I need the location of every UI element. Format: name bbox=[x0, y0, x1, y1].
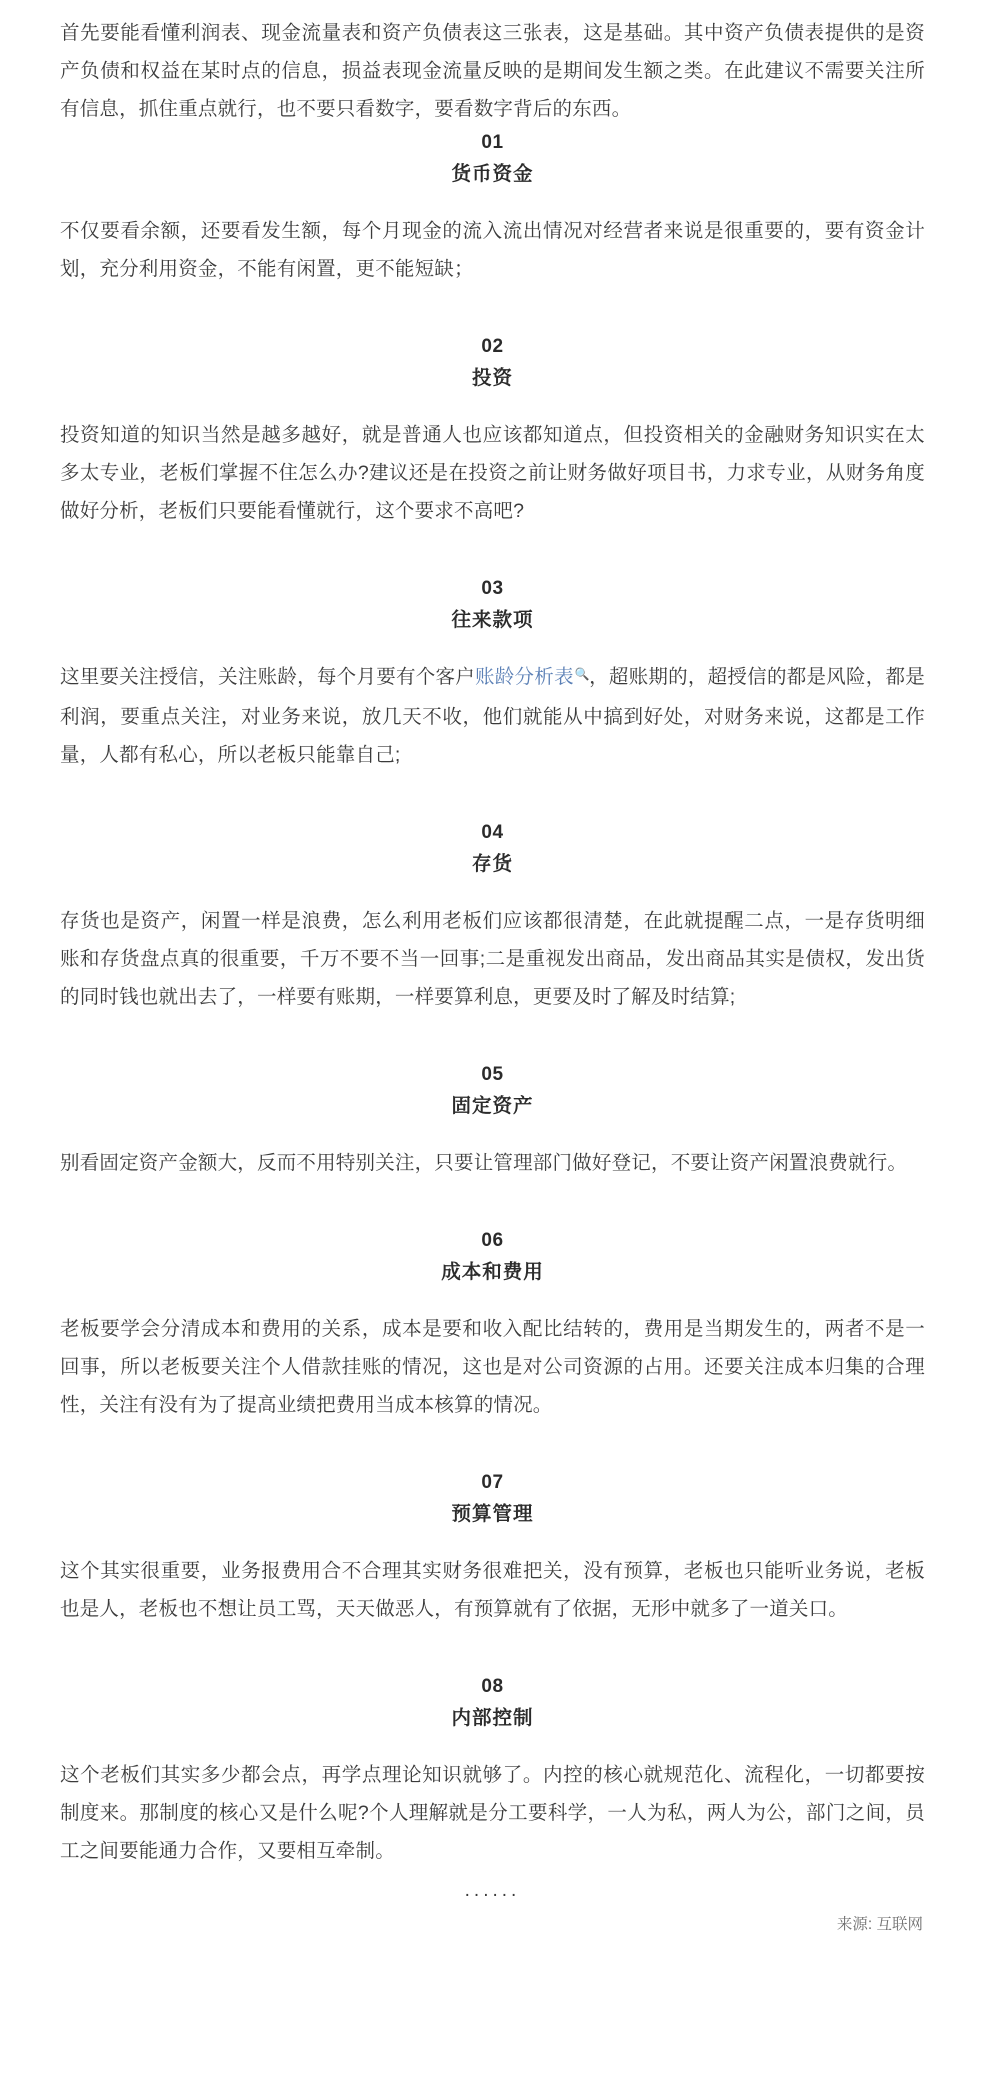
section-title: 货币资金 bbox=[451, 163, 534, 185]
section-title: 预算管理 bbox=[451, 1503, 534, 1525]
section-07 bbox=[60, 1468, 925, 1628]
section-08 bbox=[60, 1672, 925, 1870]
section-heading bbox=[60, 1226, 925, 1288]
link-label: 账龄分析表 bbox=[475, 666, 574, 688]
section-04 bbox=[60, 818, 925, 1016]
section-body: 不仅要看余额，还要看发生额，每个月现金的流入流出情况对经营者来说是很重要的，要有资金计划，充分利用资金，不能有闲置，更不能短缺； bbox=[60, 220, 925, 280]
section-title: 成本和费用 bbox=[441, 1261, 544, 1283]
section-number: 07 bbox=[481, 1472, 504, 1493]
section-heading bbox=[60, 1672, 925, 1734]
section-body: 这个老板们其实多少都会点，再学点理论知识就够了。内控的核心就规范化、流程化，一切都要按制度来。那制度的核心又是什么呢?个人理解就是分工要科学，一人为私，两人为公，部门之间，员工之间要能通力合作，又要相互牵制。 bbox=[60, 1764, 925, 1862]
section-number: 06 bbox=[481, 1230, 504, 1251]
body-text-before-link: 这里要关注授信，关注账龄，每个月要有个客户 bbox=[60, 666, 476, 688]
source-attribution: 来源: 互联网 bbox=[836, 1916, 923, 1933]
body-text-after-link: ，超账期的，超授信的都是风险，都是利润，要重点关注，对业务来说，放几天不收，他们就能从中搞到好处，对财务来说，这都是工作量，人都有私心，所以老板只能靠自己; bbox=[60, 666, 925, 766]
section-title: 投资 bbox=[471, 367, 513, 389]
section-title: 固定资产 bbox=[451, 1095, 534, 1117]
section-body: 别看固定资产金额大，反而不用特别关注，只要让管理部门做好登记，不要让资产闲置浪费就行。 bbox=[60, 1152, 908, 1174]
ellipsis-marker: ...... bbox=[464, 1880, 521, 1901]
section-number: 02 bbox=[481, 336, 504, 357]
section-number: 03 bbox=[481, 578, 504, 599]
section-01 bbox=[60, 128, 925, 288]
section-number: 05 bbox=[481, 1064, 504, 1085]
section-body: 这个其实很重要，业务报费用合不合理其实财务很难把关，没有预算，老板也只能听业务说，老板也是人，老板也不想让员工骂，天天做恶人，有预算就有了依据，无形中就多了一道关口。 bbox=[60, 1560, 925, 1620]
section-number: 04 bbox=[481, 822, 504, 843]
section-title: 存货 bbox=[471, 853, 513, 875]
zhangling-analysis-link[interactable] bbox=[475, 666, 589, 688]
section-body bbox=[60, 658, 925, 774]
section-title: 内部控制 bbox=[451, 1707, 534, 1729]
section-heading bbox=[60, 332, 925, 394]
section-02 bbox=[60, 332, 925, 530]
section-body: 存货也是资产，闲置一样是浪费，怎么利用老板们应该都很清楚，在此就提醒二点，一是存货明细账和存货盘点真的很重要，千万不要不当一回事;二是重视发出商品，发出商品其实是债权，发出货的同时钱也就出去了，一样要有账期，一样要算利息，更要及时了解及时结算; bbox=[60, 910, 925, 1008]
section-title: 往来款项 bbox=[451, 609, 534, 631]
section-06 bbox=[60, 1226, 925, 1424]
section-body: 投资知道的知识当然是越多越好，就是普通人也应该都知道点，但投资相关的金融财务知识实在太多太专业，老板们掌握不住怎么办?建议还是在投资之前让财务做好项目书，力求专业，从财务角度做好分析，老板们只要能看懂就行，这个要求不高吧? bbox=[60, 424, 925, 522]
section-heading bbox=[60, 1060, 925, 1122]
intro-paragraph: 首先要能看懂利润表、现金流量表和资产负债表这三张表，这是基础。其中资产负债表提供的是资产负债和权益在某时点的信息，损益表现金流量反映的是期间发生额之类。在此建议不需要关注所有信息，抓住重点就行，也不要只看数字，要看数字背后的东西。 bbox=[60, 22, 925, 120]
section-heading bbox=[60, 574, 925, 636]
search-icon: 🔍 bbox=[574, 667, 591, 681]
section-05 bbox=[60, 1060, 925, 1182]
section-03 bbox=[60, 574, 925, 774]
section-number: 08 bbox=[481, 1676, 504, 1697]
section-heading bbox=[60, 818, 925, 880]
section-heading bbox=[60, 1468, 925, 1530]
section-body: 老板要学会分清成本和费用的关系，成本是要和收入配比结转的，费用是当期发生的，两者不是一回事，所以老板要关注个人借款挂账的情况，这也是对公司资源的占用。还要关注成本归集的合理性，关注有没有为了提高业绩把费用当成本核算的情况。 bbox=[60, 1318, 925, 1416]
section-heading bbox=[60, 128, 925, 190]
section-number: 01 bbox=[481, 132, 504, 153]
